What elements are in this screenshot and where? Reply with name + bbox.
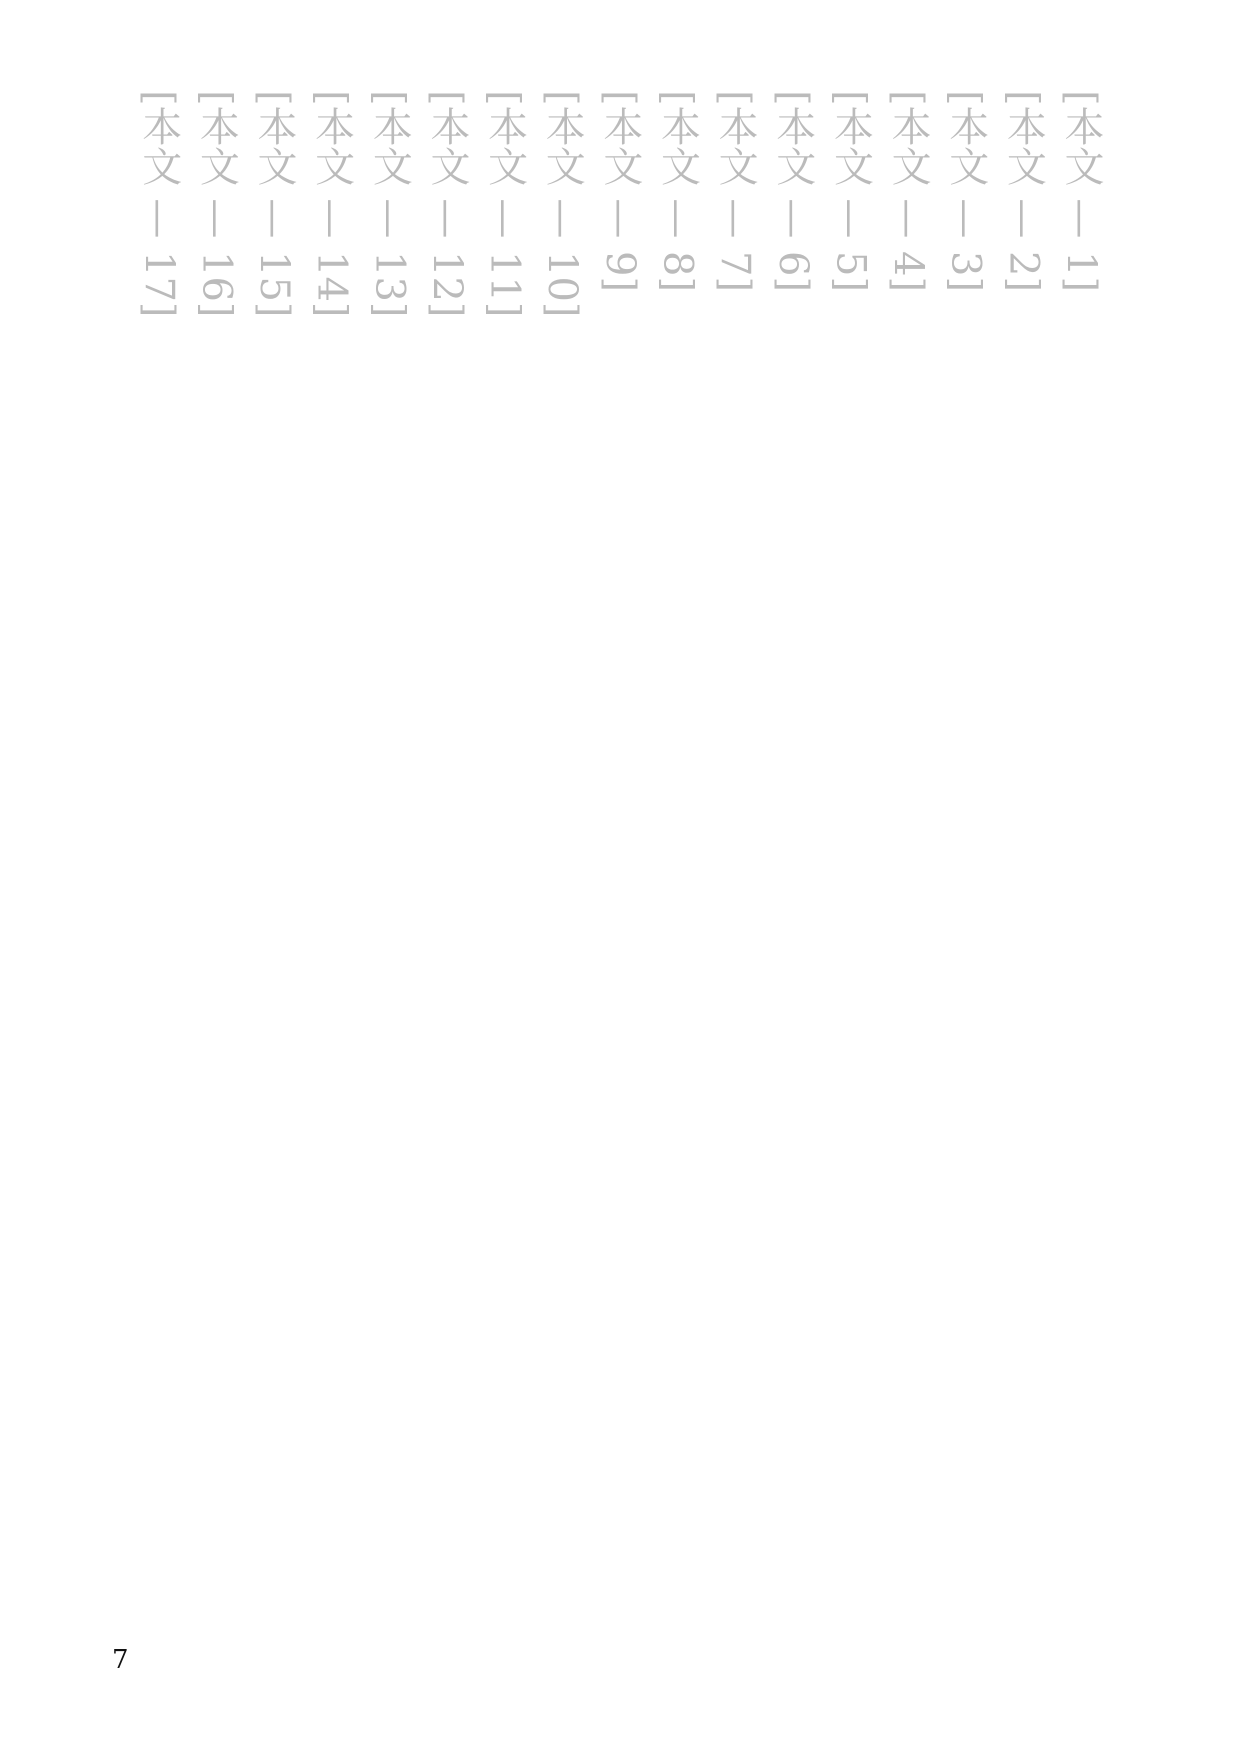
text-column: [本文 — 6]	[769, 90, 816, 293]
text-column: [本文 — 9]	[596, 90, 643, 293]
text-column: [本文 — 16]	[193, 90, 240, 318]
page-number: 7	[112, 1645, 129, 1675]
text-column: [本文 — 7]	[712, 90, 759, 293]
text-column: [本文 — 15]	[251, 90, 298, 318]
text-column: [本文 — 3]	[942, 90, 989, 293]
text-column: [本文 — 4]	[885, 90, 932, 293]
text-column: [本文 — 8]	[654, 90, 701, 293]
body-text	[130, 90, 1110, 1630]
text-column: [本文 — 13]	[366, 90, 413, 318]
text-column: [本文 — 10]	[539, 90, 586, 318]
text-column: [本文 — 1]	[1058, 90, 1104, 293]
text-column: [本文 — 11]	[481, 90, 528, 318]
text-column: [本文 — 17]	[135, 90, 182, 318]
text-column: [本文 — 12]	[423, 90, 470, 318]
text-column: [本文 — 5]	[827, 90, 874, 293]
text-column: [本文 — 14]	[308, 90, 355, 318]
text-column: [本文 — 2]	[1000, 90, 1047, 293]
